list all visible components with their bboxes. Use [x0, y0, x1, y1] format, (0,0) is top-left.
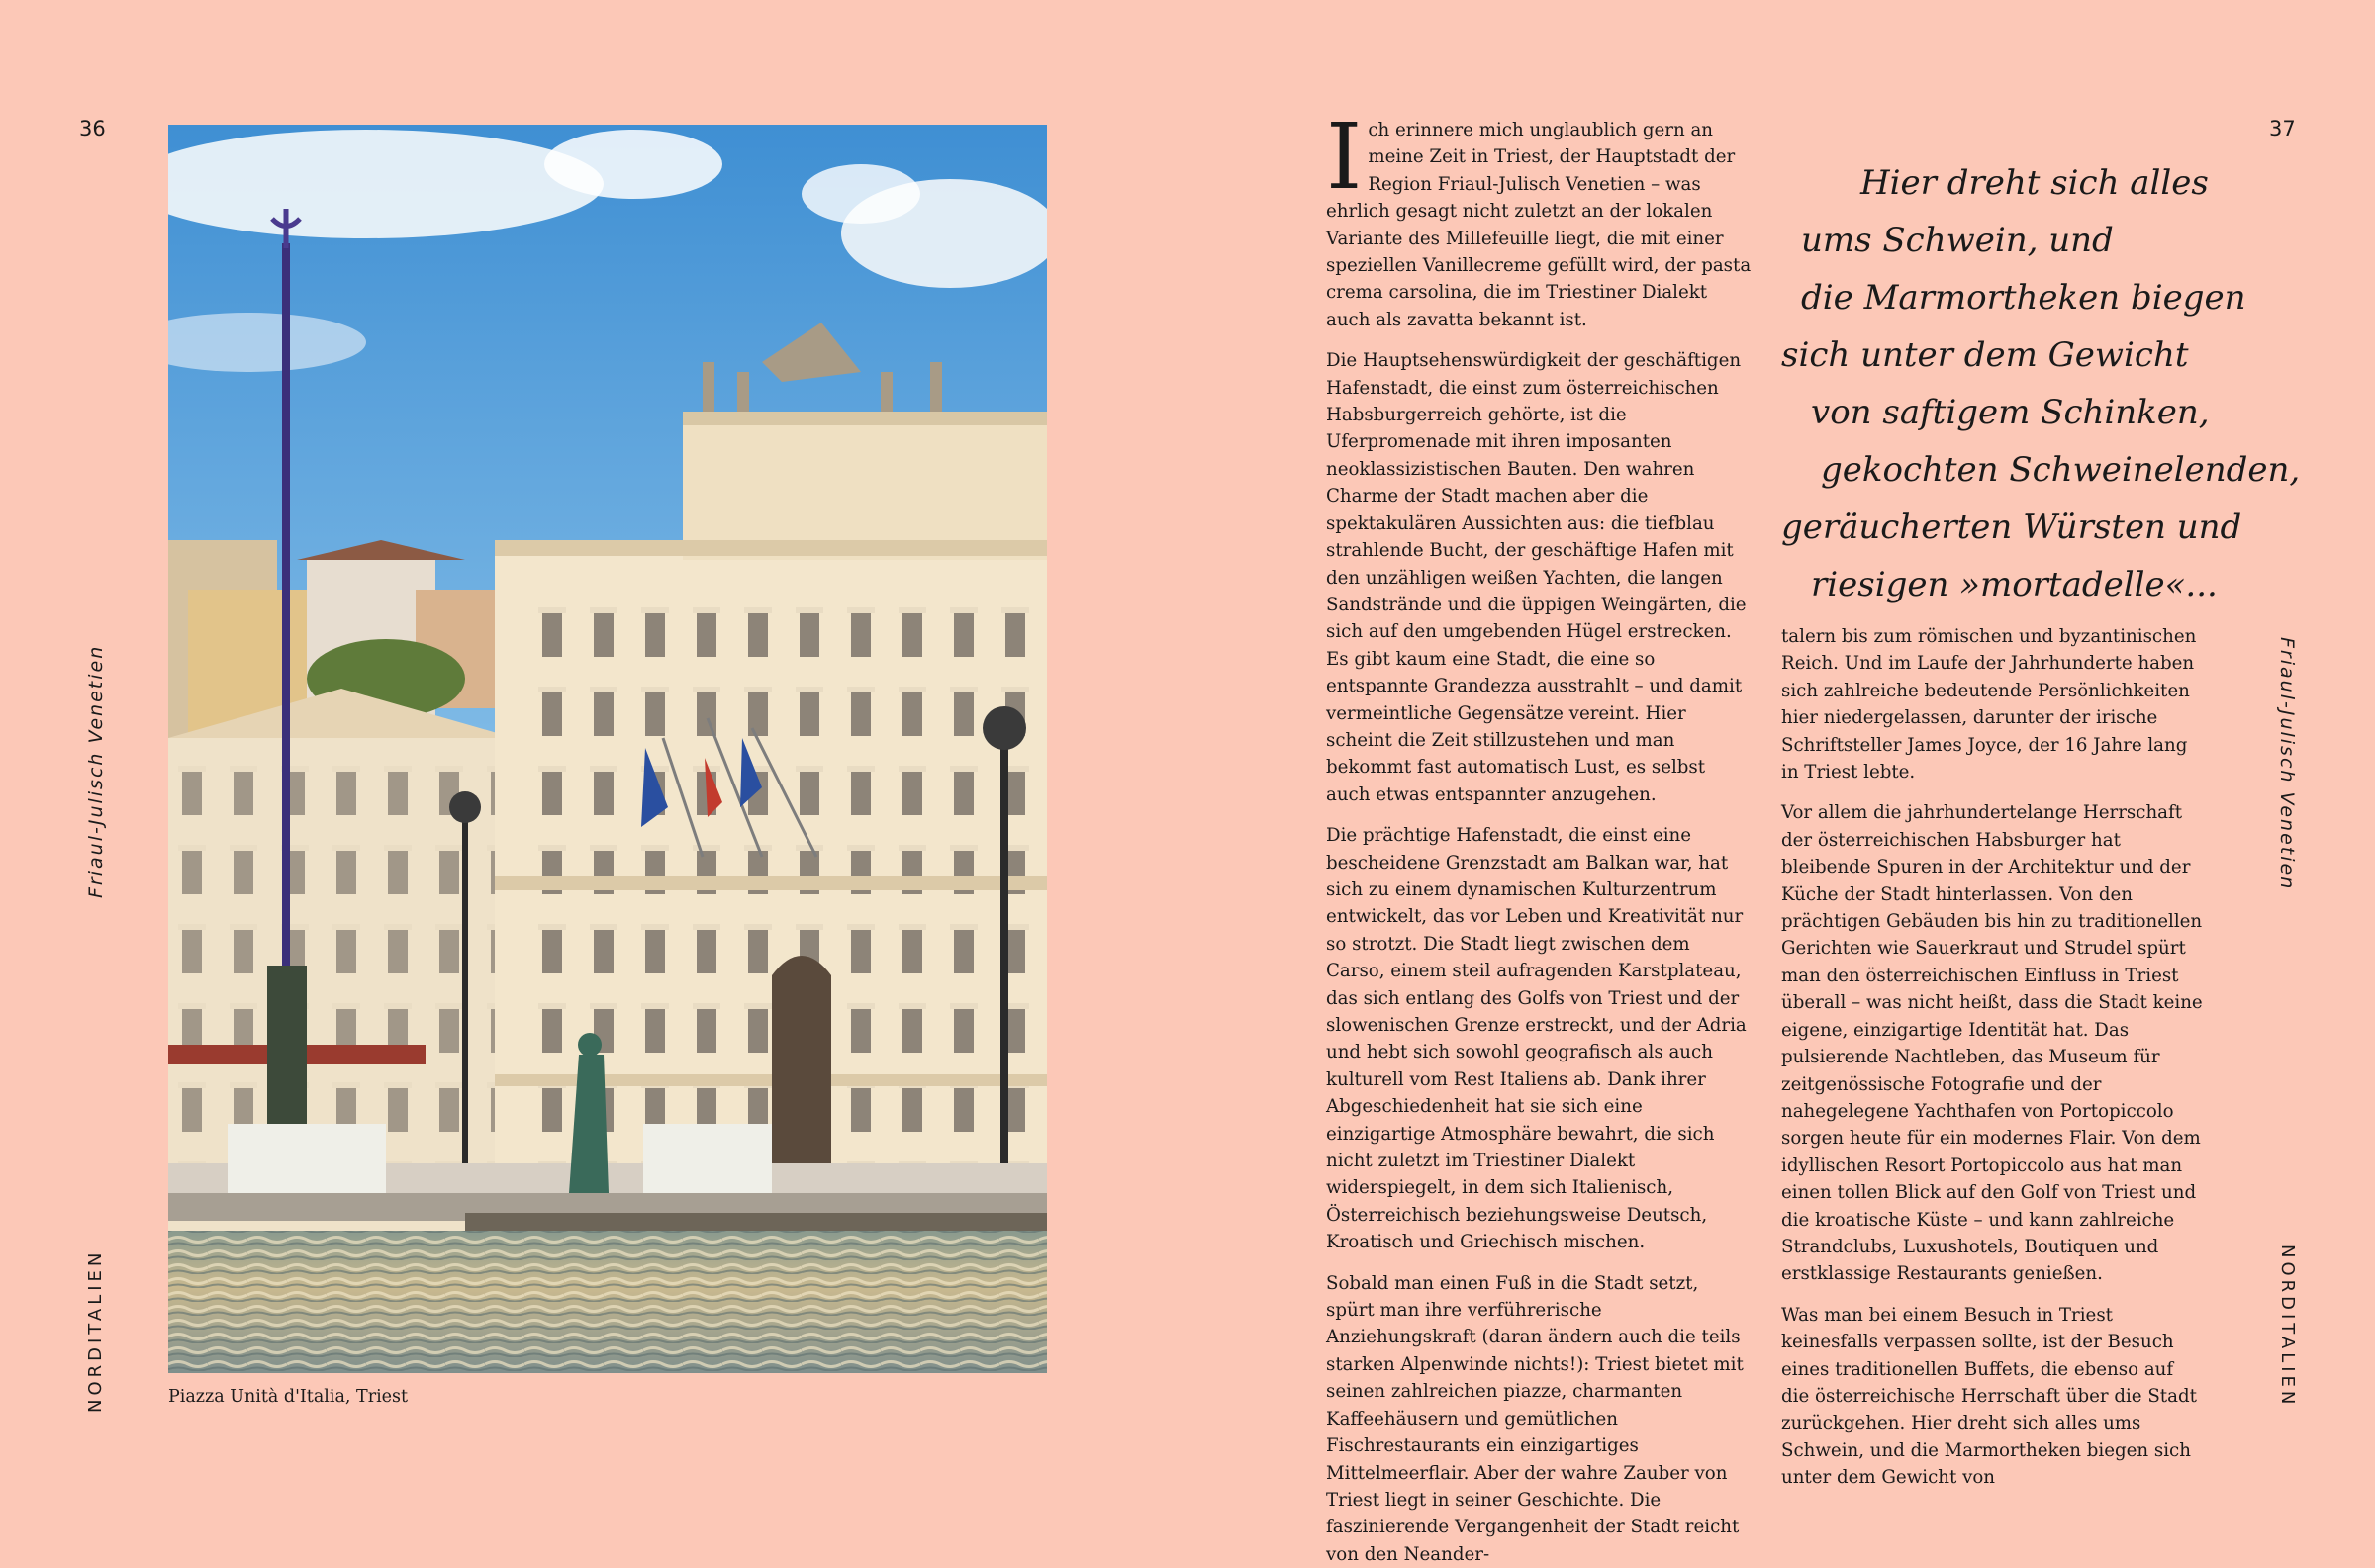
- quote-line: die Marmortheken biegen: [1801, 278, 2246, 318]
- dropcap: I: [1326, 104, 1363, 210]
- paragraph: [1326, 104, 1752, 333]
- article-column-1: [1326, 104, 1752, 1568]
- paragraph: Vor allem die jahrhundertelange Herrschaft der österreichischen Habsburger hat bleibende Spuren in der Architektur und der Küche der Stadt hinterlassen. Von den prächtigen Gebäuden bis hin zu traditionellen Gerichten wie Sauerkraut und Strudel spürt man den österreichischen Einfluss in Triest überall – was nicht heißt, dass die Stadt keine eigene, einzigartige Identität hat. Das pulsierende Nachtleben, das Museum für zeitgenössische Fotografie und der nahegelegene Yachthafen von Portopiccolo sorgen heute für ein modernes Flair. Von dem idyllischen Resort Portopiccolo aus hat man einen tollen Blick auf den Golf von Triest und die kroatische Küste – und kann zahlreiche Strandclubs, Luxushotels, Boutiquen und erstklassige Restaurants genießen.: [1781, 802, 2203, 1285]
- paragraph: talern bis zum römischen und byzantinischen Reich. Und im Laufe der Jahrhunderte haben sich zahlreiche bedeutende Persönlichkeiten hier niedergelassen, darunter der irische Schriftsteller James Joyce, der 16 Jahre lang in Triest lebte.: [1781, 626, 2197, 784]
- page-number-right: 37: [2269, 117, 2296, 140]
- paragraph: Die Hauptsehenswürdigkeit der geschäftigen Hafenstadt, die einst zum österreichischen Habsburgerreich gehörte, ist die Uferpromenade mit ihren imposanten neoklassizistischen Bauten. Den wahren Charme der Stadt machen aber die spektakulären Aussichten aus: die tiefblau strahlende Bucht, der geschäftige Hafen mit den unzähligen weißen Yachten, die langen Sandstrände und die üppigen Weingärten, die sich auf den umgebenden Hügel erstrecken. Es gibt kaum eine Stadt, die eine so entspannte Grandezza ausstrahlt – und damit vermeintliche Gegensätze vereint. Hier scheint die Zeit stillzustehen und man bekommt fast automatisch Lust, es selbst auch etwas entspannter anzugehen.: [1326, 350, 1747, 805]
- trieste-photo: [168, 125, 1047, 1373]
- quote-line: gekochten Schweinelenden,: [1821, 450, 2301, 490]
- paragraph: Was man bei einem Besuch in Triest keinesfalls verpassen sollte, ist der Besuch eines traditionellen Buffets, die ebenso auf die österreichische Herrschaft über die Stadt zurückgehen. Hier dreht sich alles ums Schwein, und die Marmortheken biegen sich unter dem Gewicht von: [1781, 1304, 2197, 1489]
- photo-caption: Piazza Unità d'Italia, Triest: [168, 1387, 409, 1407]
- paragraph: Sobald man einen Fuß in die Stadt setzt, spürt man ihre verführerische Anziehungskraft (daran ändern auch die teils starken Alpenwinde nichts!): Triest bietet mit seinen zahlreichen piazze, charmanten Kaffeehäusern und gemütlichen Fischrestaurants ein einzigartiges Mittelmeerflair. Aber der wahre Zauber von Triest liegt in seiner Geschichte. Die faszinierende Vergangenheit der Stadt reicht von den Neander-: [1326, 1272, 1744, 1565]
- side-label-country-right: NORDITALIEN: [2277, 1245, 2298, 1409]
- side-label-region-right: Friaul-Julisch Venetien: [2276, 637, 2298, 891]
- quote-line: ums Schwein, und: [1801, 221, 2114, 260]
- quote-line: Hier dreht sich alles: [1860, 163, 2209, 203]
- side-label-region-left: Friaul-Julisch Venetien: [85, 644, 107, 898]
- quote-line: von saftigem Schinken,: [1811, 393, 2210, 432]
- handwritten-quote: [1781, 154, 2301, 613]
- quote-line: riesigen »mortadelle«...: [1811, 565, 2218, 604]
- side-label-country-left: NORDITALIEN: [85, 1248, 106, 1413]
- quote-line: geräucherten Würsten und: [1781, 507, 2242, 547]
- quote-line: sich unter dem Gewicht: [1781, 335, 2189, 375]
- paragraph-text: ch erinnere mich unglaublich gern an meine Zeit in Triest, der Hauptstadt der Region Friaul-Julisch Venetien – was ehrlich gesagt nicht zuletzt an der lokalen Variante des Millefeuille liegt, die mit einer speziellen Vanillecreme gefüllt wird, der pasta crema carsolina, die im Triestiner Dialekt auch als zavatta bekannt ist.: [1326, 120, 1752, 330]
- paragraph: Die prächtige Hafenstadt, die einst eine bescheidene Grenzstadt am Balkan war, hat sich zu einem dynamischen Kulturzentrum entwickelt, das vor Leben und Kreativität nur so strotzt. Die Stadt liegt zwischen dem Carso, einem steil aufragenden Karstplateau, das sich entlang des Golfs von Triest und der slowenischen Grenze erstreckt, und der Adria und hebt sich sowohl geografisch als auch kulturell vom Rest Italiens ab. Dank ihrer Abgeschiedenheit hat sie sich eine einzigartige Atmosphäre bewahrt, die sich nicht zuletzt im Triestiner Dialekt widerspiegelt, in dem sich Italienisch, Österreichisch beziehungsweise Deutsch, Kroatisch und Griechisch mischen.: [1326, 825, 1747, 1253]
- article-column-2: [1781, 623, 2207, 1492]
- page-number-left: 36: [79, 117, 106, 140]
